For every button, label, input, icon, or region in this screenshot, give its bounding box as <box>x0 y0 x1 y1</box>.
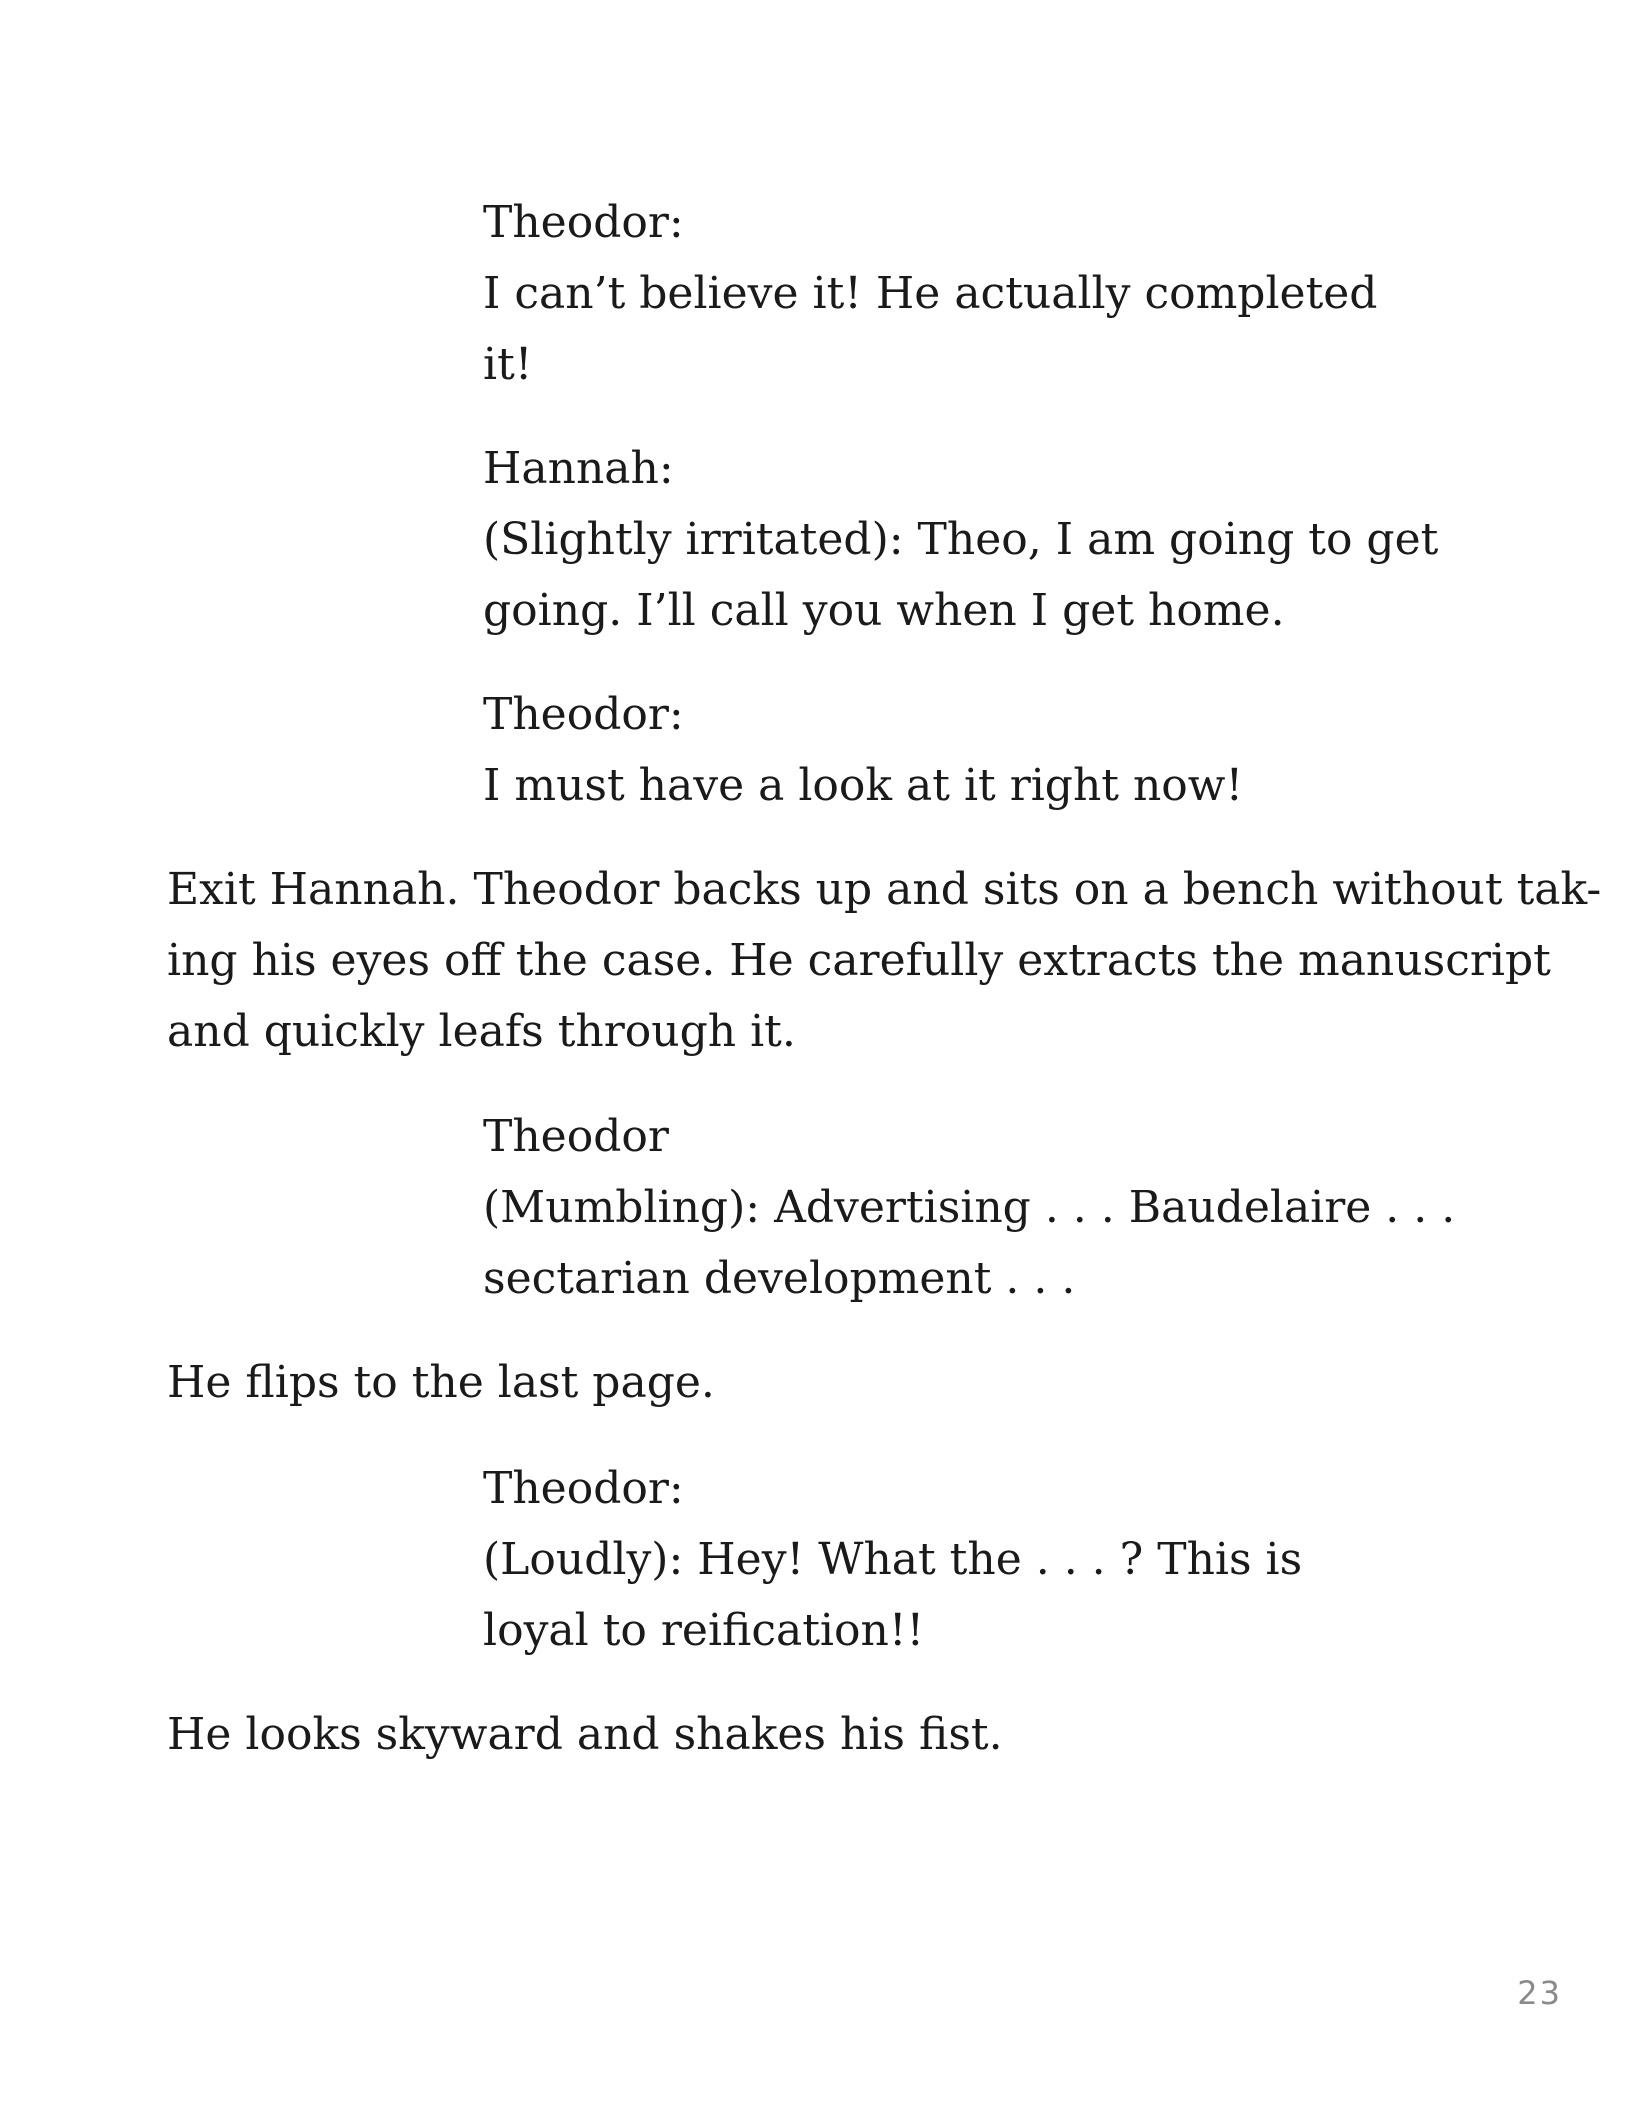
action-block <box>167 1699 1003 1770</box>
speaker-name: Theodor: <box>483 1463 684 1514</box>
dialogue-line: I must have a look at it right now! <box>483 760 1244 811</box>
speaker-name: Theodor: <box>483 689 684 740</box>
dialogue-line: I can’t believe it! He actually completed <box>483 268 1378 319</box>
action-block <box>167 854 1601 1067</box>
speaker-name: Theodor <box>483 1111 669 1162</box>
dialogue-block <box>483 1101 1455 1314</box>
dialogue-line: going. I’ll call you when I get home. <box>483 585 1285 636</box>
dialogue-line: it! <box>483 339 533 390</box>
dialogue-block <box>483 187 1377 400</box>
action-line: He looks skyward and shakes his fist. <box>167 1709 1003 1760</box>
dialogue-line: (Slightly irritated): Theo, I am going to get <box>483 514 1439 565</box>
dialogue-block <box>483 1453 1302 1666</box>
action-line: ing his eyes off the case. He carefully extracts the manuscript <box>167 935 1551 986</box>
speaker-name: Hannah: <box>483 443 674 494</box>
action-line: and quickly leafs through it. <box>167 1006 796 1057</box>
speaker-name: Theodor: <box>483 197 684 248</box>
dialogue-line: sectarian development . . . <box>483 1253 1076 1304</box>
dialogue-line: (Mumbling): Advertising . . . Baudelaire . . . <box>483 1182 1456 1233</box>
page-number: 23 <box>1517 1974 1562 2012</box>
dialogue-line: loyal to reification!! <box>483 1605 925 1656</box>
action-block <box>167 1347 715 1418</box>
action-line: Exit Hannah. Theodor backs up and sits on a bench without tak- <box>167 864 1602 915</box>
dialogue-line: (Loudly): Hey! What the . . . ? This is <box>483 1534 1303 1585</box>
action-line: He flips to the last page. <box>167 1357 715 1408</box>
dialogue-block <box>483 433 1438 646</box>
dialogue-block <box>483 679 1243 821</box>
